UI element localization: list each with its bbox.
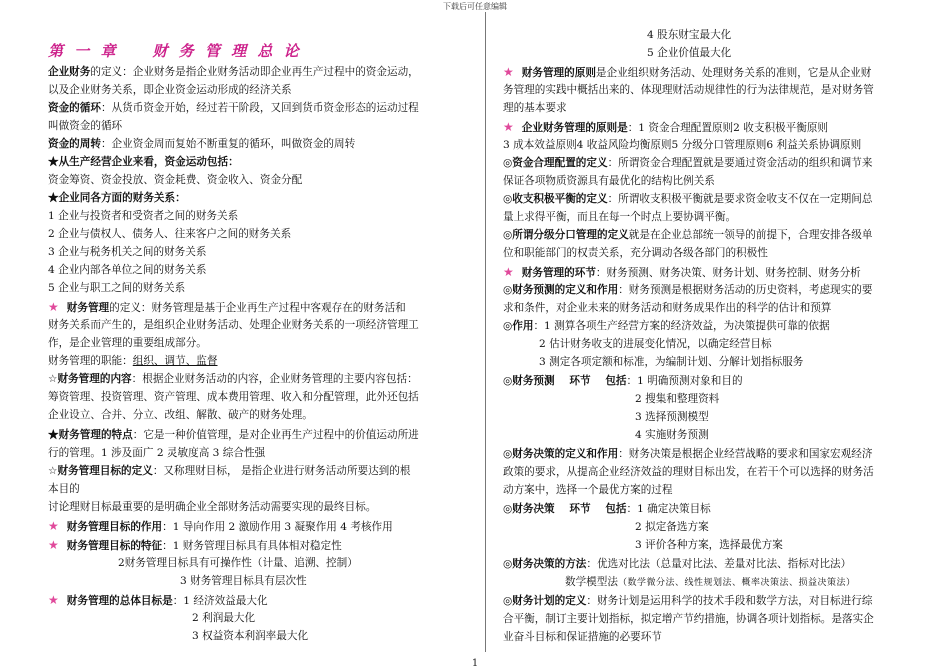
list-item: 4 企业内部各单位之间的财务关系 bbox=[48, 264, 207, 276]
text-line: 财务关系而产生的，是组织企业财务活动、处理企业财务关系的一项经济管理工 bbox=[48, 319, 419, 331]
term: 所谓分级分口管理的定义 bbox=[512, 229, 629, 241]
text-line: 企业设立、合并、分立、改组、解散、破产的财务处理。 bbox=[48, 409, 313, 421]
bullseye-icon: ◎ bbox=[503, 229, 513, 241]
bullseye-icon: ◎ bbox=[503, 503, 513, 515]
chapter-name: 财 务 管 理 总 论 bbox=[152, 42, 302, 60]
text: ：财务预测、财务决策、财务计划、财务控制、财务分析 bbox=[595, 267, 861, 279]
text: ：1 导向作用 2 激励作用 3 凝聚作用 4 考核作用 bbox=[162, 521, 393, 533]
text-line: 理的基本要求 bbox=[503, 102, 567, 114]
underlined-text: 组织、调节、监督 bbox=[132, 355, 218, 367]
text-line: 动方案中，选择一个最优方案的过程 bbox=[503, 484, 673, 496]
text-line bbox=[48, 353, 218, 371]
term: 企业财务 bbox=[48, 66, 91, 78]
heading-line bbox=[48, 190, 186, 208]
list-item: 2财务管理目标具有可操作性（计量、追溯、控制） bbox=[118, 557, 358, 569]
black-star-icon: ★ bbox=[48, 429, 59, 441]
term: 企业财务管理的原则是 bbox=[521, 122, 628, 134]
text: ：1 测算各项生产经营方案的经济效益，为决策提供可靠的依据 bbox=[533, 320, 830, 332]
text: ：财务决策是根据企业经营战略的要求和国家宏观经济 bbox=[618, 448, 873, 460]
definition-line bbox=[503, 446, 872, 464]
definition-line bbox=[503, 556, 851, 574]
text: ：优选对比法（总量对比法、差量对比法、指标对比法） bbox=[586, 558, 852, 570]
text-line bbox=[565, 574, 855, 593]
pink-star-icon: ★ bbox=[503, 65, 514, 79]
text: 财务管理的职能： bbox=[48, 355, 133, 367]
text-line: 讨论理财目标最重要的是明确企业全部财务活动需要实现的最终目标。 bbox=[48, 501, 377, 513]
term: 资金的循环 bbox=[48, 102, 101, 114]
text: ：1 财务管理目标具有具体相对稳定性 bbox=[162, 540, 342, 552]
text-line: 政策的要求，从提高企业经济效益的理财目标出发，在若干个可以选择的财务活 bbox=[503, 466, 874, 478]
list-item: 2 搜集和整理资料 bbox=[635, 393, 720, 405]
page-header: 下载后可任意编辑 bbox=[443, 2, 507, 11]
term: 财务管理的原则 bbox=[521, 67, 596, 79]
text: 就是在企业总部统一领导的前提下，合理安排各级单 bbox=[628, 229, 873, 241]
definition-line bbox=[48, 592, 268, 611]
text: ：财务预测是根据财务活动的历史资料，考虑现实的要 bbox=[618, 284, 873, 296]
definition-line bbox=[503, 282, 872, 300]
list-item: 5 企业价值最大化 bbox=[647, 47, 732, 59]
page-number: 1 bbox=[471, 658, 479, 669]
definition-line bbox=[48, 427, 419, 445]
term: 财务管理的特点 bbox=[58, 429, 133, 441]
definition-line bbox=[503, 155, 872, 173]
list-item: 4 股东财宝最大化 bbox=[647, 29, 732, 41]
text: ：又称理财目标， 是指企业进行财务活动所要达到的根 bbox=[152, 465, 411, 477]
list-item: 3 企业与税务机关之间的财务关系 bbox=[48, 246, 207, 258]
text: 数学模型法 bbox=[565, 576, 618, 588]
list-item: 3 权益资本利润率最大化 bbox=[192, 630, 309, 642]
white-star-icon: ☆ bbox=[48, 373, 58, 385]
text: ：企业资金周而复始不断重复的循环，叫做资金的周转 bbox=[100, 138, 356, 150]
black-star-icon: ★ bbox=[48, 192, 59, 204]
definition-line bbox=[503, 318, 830, 336]
pink-star-icon: ★ bbox=[48, 300, 59, 314]
list-item: 1 企业与投资者和受资者之间的财务关系 bbox=[48, 210, 239, 222]
small-text: （数学微分法、线性规划法、概率决策法、损益决策法） bbox=[617, 578, 856, 588]
bullseye-icon: ◎ bbox=[503, 320, 513, 332]
term: 财务计划的定义 bbox=[512, 595, 587, 607]
term: 资金的周转 bbox=[48, 138, 101, 150]
text-line: 量上求得平衡，而且在每一个时点上要协调平衡。 bbox=[503, 211, 737, 223]
text: 的定义：财务管理是基于企业再生产过程中客观存在的财务活和 bbox=[109, 302, 406, 314]
list-item: 3 财务管理目标具有层次性 bbox=[180, 575, 307, 587]
pink-star-icon: ★ bbox=[503, 120, 514, 134]
heading-text: 企业同各方面的财务关系： bbox=[58, 192, 186, 204]
definition-line bbox=[503, 593, 872, 611]
list-item: 3 选择预测模型 bbox=[635, 411, 709, 423]
term: 资金合理配置的定义 bbox=[512, 157, 608, 169]
text: ：财务计划是运用科学的技术手段和数学方法，对目标进行综 bbox=[586, 595, 873, 607]
definition-line bbox=[48, 136, 355, 154]
bullseye-icon: ◎ bbox=[503, 558, 513, 570]
text: ：1 资金合理配置原则2 收支积极平衡原则 bbox=[627, 122, 829, 134]
white-star-icon: ☆ bbox=[48, 465, 58, 477]
definition-line bbox=[48, 299, 406, 318]
column-divider bbox=[485, 12, 486, 652]
term: 财务决策 环节 包括 bbox=[512, 503, 627, 515]
black-star-icon: ★ bbox=[48, 156, 59, 168]
text: ：1 经济效益最大化 bbox=[172, 595, 268, 607]
text-line: 求和条件，对企业未来的财务活动和财务成果作出的科学的估计和预算 bbox=[503, 302, 832, 314]
text-line: 行的管理。1 涉及面广 2 灵敏度高 3 综合性强 bbox=[48, 447, 266, 459]
definition-line bbox=[503, 373, 743, 391]
text-line: 保证各项物质资源具有最优化的结构比例关系 bbox=[503, 175, 715, 187]
text-line: 3 成本效益原则4 收益风险均衡原则5 分级分口管理原则6 利益关系协调原则 bbox=[503, 139, 862, 151]
definition-line bbox=[503, 64, 871, 83]
text-line: 以及企业财务关系，即企业资金运动形成的经济关系 bbox=[48, 84, 292, 96]
term: 财务管理目标的作用 bbox=[66, 521, 163, 533]
term: 财务决策的定义和作用 bbox=[512, 448, 619, 460]
list-item: 3 评价各种方案，选择最优方案 bbox=[635, 539, 783, 551]
text-line: 务管理的实践中概括出来的、体现理财活动规律性的行为法律规范，是对财务管 bbox=[503, 84, 874, 96]
definition-line bbox=[503, 264, 861, 283]
text-line: 本目的 bbox=[48, 483, 80, 495]
list-item: 2 拟定备选方案 bbox=[635, 521, 709, 533]
text-line: 筹资管理、投资管理、资产管理、成本费用管理、收入和分配管理，此外还包括 bbox=[48, 391, 419, 403]
pink-star-icon: ★ bbox=[48, 593, 59, 607]
bullseye-icon: ◎ bbox=[503, 193, 513, 205]
list-item: 2 企业与债权人、债务人、往来客户之间的财务关系 bbox=[48, 228, 292, 240]
text: ：1 确定决策目标 bbox=[626, 503, 711, 515]
chapter-number: 第 一 章 bbox=[48, 42, 119, 60]
term: 财务预测的定义和作用 bbox=[512, 284, 619, 296]
text-line: 业奋斗目标和保证措施的必要环节 bbox=[503, 631, 662, 643]
term: 财务预测 环节 包括 bbox=[512, 375, 627, 387]
text-line: 资金筹资、资金投放、资金耗费、资金收入、资金分配 bbox=[48, 174, 303, 186]
text-line: 叫做资金的循环 bbox=[48, 120, 123, 132]
term: 收支积极平衡的定义 bbox=[512, 193, 608, 205]
text: ：它是一种价值管理，是对企业再生产过程中的价值运动所进 bbox=[132, 429, 419, 441]
text: 是企业组织财务活动、处理财务关系的准则，它是从企业财 bbox=[595, 67, 872, 79]
definition-line bbox=[48, 371, 418, 389]
pink-star-icon: ★ bbox=[503, 265, 514, 279]
pink-star-icon: ★ bbox=[48, 519, 59, 533]
definition-line bbox=[48, 537, 342, 556]
text: 的定义：企业财务是指企业财务活动即企业再生产过程中的资金运动， bbox=[90, 66, 419, 78]
list-item: 2 利润最大化 bbox=[192, 612, 256, 624]
term: 财务管理的内容 bbox=[57, 373, 132, 385]
term: 财务管理目标的特征 bbox=[66, 540, 163, 552]
text: ：所谓资金合理配置就是要通过资金活动的组织和调节来 bbox=[607, 157, 873, 169]
term: 财务管理目标的定义 bbox=[57, 465, 153, 477]
heading-line bbox=[48, 154, 239, 172]
text: ：1 明确预测对象和目的 bbox=[626, 375, 743, 387]
bullseye-icon: ◎ bbox=[503, 375, 513, 387]
definition-line bbox=[48, 518, 393, 537]
definition-line bbox=[503, 119, 828, 138]
term: 作用 bbox=[512, 320, 534, 332]
definition-line bbox=[503, 191, 872, 209]
definition-line bbox=[503, 501, 711, 519]
term: 财务管理 bbox=[66, 302, 110, 314]
text: ：根据企业财务活动的内容，企业财务管理的主要内容包括： bbox=[131, 373, 418, 385]
list-item: 3 测定各项定额和标准，为编制计划、分解计划指标服务 bbox=[539, 356, 804, 368]
bullseye-icon: ◎ bbox=[503, 157, 513, 169]
heading-text: 从生产经营企业来看，资金运动包括： bbox=[58, 156, 239, 168]
term: 财务管理的环节 bbox=[521, 267, 596, 279]
definition-line bbox=[503, 227, 872, 245]
term: 财务决策的方法 bbox=[512, 558, 587, 570]
bullseye-icon: ◎ bbox=[503, 595, 513, 607]
term: 财务管理的总体目标是 bbox=[66, 595, 173, 607]
text-line: 作，是企业管理的重要组成部分。 bbox=[48, 337, 207, 349]
list-item: 4 实施财务预测 bbox=[635, 429, 709, 441]
definition-line bbox=[48, 64, 419, 82]
text-line: 位和职能部门的权责关系，充分调动各级各部门的积极性 bbox=[503, 247, 768, 259]
list-item: 5 企业与职工之间的财务关系 bbox=[48, 282, 186, 294]
chapter-title bbox=[48, 43, 302, 61]
text: ：所谓收支积极平衡就是要求资金收支不仅在一定期间总 bbox=[607, 193, 873, 205]
definition-line bbox=[48, 100, 419, 118]
pink-star-icon: ★ bbox=[48, 538, 59, 552]
list-item: 2 估计财务收支的进展变化情况，以确定经营目标 bbox=[539, 338, 772, 350]
text: ：从货币资金开始，经过若干阶段，又回到货币资金形态的运动过程 bbox=[100, 102, 419, 114]
bullseye-icon: ◎ bbox=[503, 448, 513, 460]
definition-line bbox=[48, 463, 410, 481]
bullseye-icon: ◎ bbox=[503, 284, 513, 296]
text-line: 合平衡，制订主要计划指标，拟定增产节约措施，协调各项计划指标。是落实企 bbox=[503, 613, 874, 625]
